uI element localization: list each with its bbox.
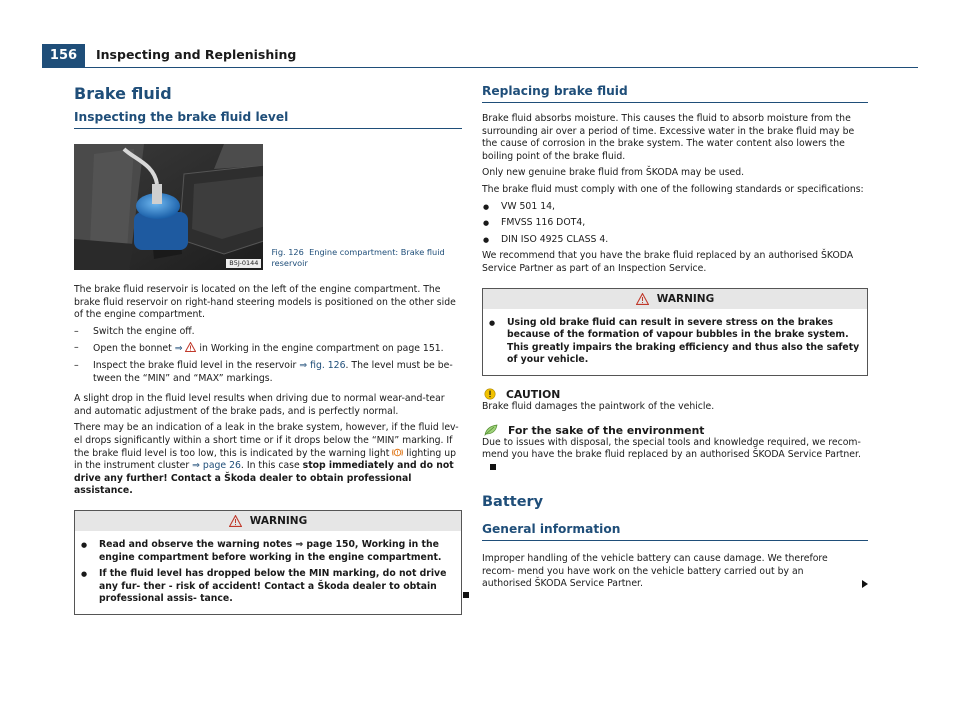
step-text: in Working in the engine compartment on page 151. xyxy=(196,343,444,355)
warning-triangle-icon xyxy=(185,342,196,352)
normal-wear-paragraph: A slight drop in the fluid level results when driving due to normal wear-and-tear and automatic adjustment of the brake pads, and is perfectly normal. xyxy=(74,393,445,417)
section-end-mark xyxy=(463,592,469,598)
environment-heading xyxy=(482,424,868,437)
warning-label: WARNING xyxy=(656,292,715,305)
step-text: Open the bonnet xyxy=(93,343,175,355)
warning-box-left xyxy=(74,510,462,615)
standards-list xyxy=(482,201,868,247)
moisture-paragraph: Brake fluid absorbs moisture. This causes the fluid to absorb moisture from the surrounding air over a period of time. Excessive water in the brake fluid may be the cause of corrosion in the brake system. The water content also lowers the boiling point of the brake fluid. xyxy=(482,113,855,162)
subsection-title-general-info: General information xyxy=(482,522,868,541)
battery-text: Improper handling of the vehicle battery can cause damage. We therefore recom- mend you have work on the vehicle battery carried out by an authorised ŠKODA Service Partner. xyxy=(482,553,828,590)
subsection-title-inspecting: Inspecting the brake fluid level xyxy=(74,110,462,129)
standards-intro-paragraph: The brake fluid must comply with one of the following standards or specifications: xyxy=(482,183,864,195)
page-reference-link[interactable]: ⇒ page 26 xyxy=(192,460,241,472)
standard-item: ● FMVSS 116 DOT4, xyxy=(482,217,868,230)
chapter-title: Inspecting and Replenishing xyxy=(96,47,297,62)
cross-reference-link[interactable]: ⇒ xyxy=(174,343,183,355)
inspection-steps xyxy=(74,326,462,385)
engine-compartment-photo xyxy=(74,144,263,270)
step-item xyxy=(74,326,462,339)
leak-paragraph xyxy=(74,422,462,498)
warning-header xyxy=(75,511,461,531)
continued-arrow-icon xyxy=(862,580,868,588)
page-header xyxy=(42,44,918,68)
step-text: Switch the engine off. xyxy=(93,325,195,337)
right-column xyxy=(482,84,868,591)
leak-bold-text: stop immediately and do not drive any further! Contact a Škoda dealer to obtain professional assistance. xyxy=(74,460,454,497)
standard-item: ● VW 501 14, xyxy=(482,201,868,214)
left-column xyxy=(74,84,462,615)
warning-triangle-icon xyxy=(229,515,242,527)
caution-heading xyxy=(482,388,868,401)
section-title-battery: Battery xyxy=(482,494,544,511)
standard-item: ● DIN ISO 4925 CLASS 4. xyxy=(482,234,868,247)
warning-label: WARNING xyxy=(249,514,308,527)
genuine-fluid-paragraph: Only new genuine brake fluid from ŠKODA may be used. xyxy=(482,167,745,179)
leaf-environment-icon xyxy=(484,424,498,436)
figure-reference-link[interactable]: ⇒ fig. 126 xyxy=(299,359,346,371)
warning-header xyxy=(483,289,867,309)
section-end-mark xyxy=(490,464,496,470)
warning-list xyxy=(75,535,461,614)
recommendation-paragraph: We recommend that you have the brake fluid replaced by an authorised ŠKODA Service Partner as part of an Inspection Service. xyxy=(482,250,854,274)
warning-box-right xyxy=(482,288,868,376)
environment-label: For the sake of the environment xyxy=(508,423,705,437)
warning-item: ● Using old brake fluid can result in severe stress on the brakes because of the formation of vapour bubbles in the brake system. This greatly impairs the braking efficiency and thus also the safety of your vehicle. xyxy=(488,317,862,367)
caution-icon xyxy=(484,388,496,400)
figure-126 xyxy=(74,144,462,270)
step-text: Inspect the brake fluid level in the reservoir xyxy=(93,359,300,371)
warning-triangle-icon xyxy=(636,293,649,305)
caution-label: CAUTION xyxy=(506,387,561,401)
intro-paragraph: The brake fluid reservoir is located on the left of the engine compartment. The brake fluid reservoir on right-hand steering models is positioned on the other side of the engine compartment. xyxy=(74,284,456,321)
battery-paragraph xyxy=(482,553,868,591)
engine-photo-illustration xyxy=(74,144,263,270)
warning-list xyxy=(483,313,867,375)
leak-text: . In this case xyxy=(240,460,303,472)
image-reference-tag: B5J-0144 xyxy=(226,259,261,268)
step-text: . The level must be be- tween the “MIN” and “MAX” markings. xyxy=(93,359,453,384)
leak-text: lighting up in the instrument cluster xyxy=(74,447,457,472)
figure-caption-text: Engine compartment: Brake fluid reservoir xyxy=(271,247,445,268)
warning-item: ● Read and observe the warning notes ⇒ page 150, Working in the engine compartment before working in the engine compartment. xyxy=(80,539,456,564)
step-item xyxy=(74,342,462,356)
figure-label: Fig. 126 xyxy=(271,247,304,257)
leak-text: There may be an indication of a leak in the brake system, however, if the fluid lev- el drops significantly within a short time or if it drops below the “MIN” marking. If the brake fluid level is too low, this is indicated by the warning light xyxy=(74,422,459,459)
section-title-brake-fluid: Brake fluid xyxy=(74,84,172,103)
environment-body: Due to issues with disposal, the special tools and knowledge required, we recom- mend you have the brake fluid replaced by an authorised ŠKODA Service Partner. xyxy=(482,436,861,461)
warning-item: ● If the fluid level has dropped below the MIN marking, do not drive any fur- ther - risk of accident! Contact a Škoda dealer to obtain professional assis- tance. xyxy=(80,568,456,606)
brake-warning-light-icon xyxy=(392,448,403,457)
header-rule xyxy=(85,67,918,68)
figure-caption xyxy=(271,247,462,268)
environment-text xyxy=(482,437,868,475)
page-number: 156 xyxy=(42,44,85,68)
caution-text: Brake fluid damages the paintwork of the vehicle. xyxy=(482,400,715,412)
section-title-replacing: Replacing brake fluid xyxy=(482,84,868,103)
step-item xyxy=(74,360,462,385)
